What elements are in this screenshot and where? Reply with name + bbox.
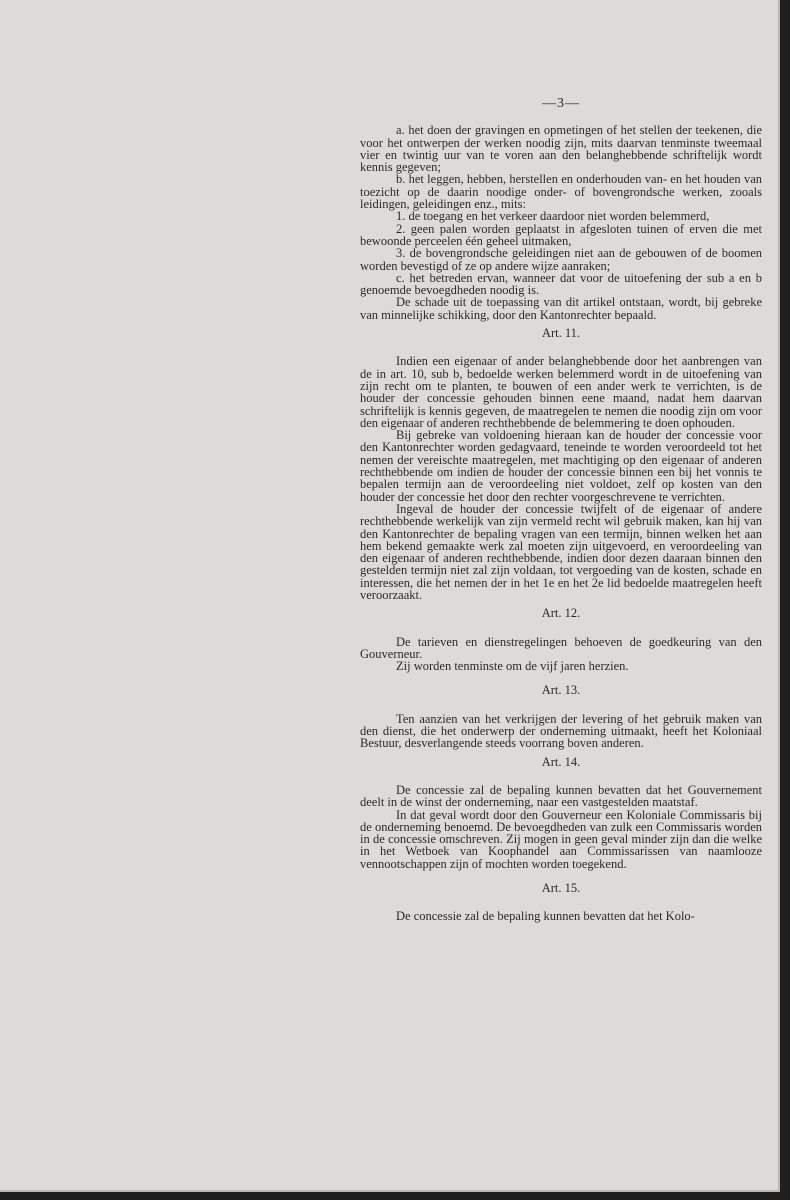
paragraph: 1. de toegang en het verkeer daardoor niet worden belemmerd, bbox=[396, 209, 710, 224]
paragraph: 2. geen palen worden geplaatst in afgesloten tuinen of erven die met bewoonde perceelen één geheel uitmaken, bbox=[360, 221, 762, 248]
paragraph: 3. de bovengrondsche geleidingen niet aan de gebouwen of de boomen worden bevestigd of ze op andere wijze aanraken; bbox=[360, 246, 762, 273]
paragraph: In dat geval wordt door den Gouverneur een Koloniale Commissaris bij de onderneming benoemd. De bevoegdheden van zulk een Commissaris worden in de concessie omschreven. Zij mogen in geen geval minder zijn dan die welke in het Wetboek van Koophandel aan Commissarissen van naamlooze vennootschappen zijn of mochten worden toegekend. bbox=[360, 807, 762, 871]
paragraph: De schade uit de toepassing van dit artikel ontstaan, wordt, bij gebreke van minnelijke schikking, door den Kantonrechter bepaald. bbox=[360, 295, 762, 322]
article-heading: Art. 15. bbox=[541, 881, 581, 896]
paragraph: De concessie zal de bepaling kunnen bevatten dat het Kolo- bbox=[396, 909, 695, 924]
article-heading: Art. 13. bbox=[541, 683, 581, 698]
article-heading: Art. 12. bbox=[541, 606, 581, 621]
page-number: —3— bbox=[542, 96, 580, 111]
paragraph: b. het leggen, hebben, herstellen en onderhouden van- en het houden van toezicht op de daarin noodige onder- of bovengrondsche werken, zooals leidingen, geleidingen enz., mits: bbox=[360, 172, 762, 212]
document-text bbox=[360, 98, 762, 923]
paragraph: Ingeval de houder der concessie twijfelt of de eigenaar of andere rechthebbende werkelijk van zijn vermeld recht wil gebruik maken, kan hij van den Kantonrechter de bepaling vragen van een termijn, binnen welken het aan hem bekend gemaakte werk zal moeten zijn uitgevoerd, en veroordeeling van den eigenaar of anderen rechthebbende, indien door dezen daaraan binnen den gestelden termijn niet zal zijn voldaan, tot vergoeding van de kosten, schade en interessen, die het nemen der in het 1e en het 2e lid bedoelde maatregelen heeft veroorzaakt. bbox=[360, 501, 762, 602]
article-heading: Art. 14. bbox=[541, 754, 581, 769]
paragraph: De concessie zal de bepaling kunnen bevatten dat het Gouvernement deelt in de winst der onderneming, naar een vastgestelden maatstaf. bbox=[360, 782, 762, 810]
paragraph: De tarieven en dienstregelingen behoeven de goedkeuring van den Gouverneur. bbox=[360, 634, 762, 661]
paragraph: Bij gebreke van voldoening hieraan kan de houder der concessie voor den Kantonrechter worden gedagvaard, teneinde te worden veroordeeld tot het nemen der vereischte maatregelen, met machtiging op den eigenaar of anderen rechthebbende om indien de houder der concessie binnen een bij het vonnis te bepalen termijn aan de veroordeeling niet voldoet, zelf op kosten van den houder der concessie het door den rechter voorgeschrevene te verrichten. bbox=[360, 428, 762, 504]
paragraph: a. het doen der gravingen en opmetingen of het stellen der teekenen, die voor het ontwerpen der werken noodig zijn, mits daarvan tenminste tweemaal vier en twintig uur van te voren aan den belanghebbende schriftelijk wordt kennis gegeven; bbox=[360, 123, 762, 175]
paragraph: Ten aanzien van het verkrijgen der levering of het gebruik maken van den dienst, die het onderwerp der onderneming uitmaakt, heeft het Koloniaal Bestuur, desverlangende steeds voorrang boven anderen. bbox=[360, 711, 762, 751]
paragraph: Zij worden tenminste om de vijf jaren herzien. bbox=[396, 659, 629, 674]
paragraph: c. het betreden ervan, wanneer dat voor de uitoefening der sub a en b genoemde bevoegdheden noodig is. bbox=[360, 270, 762, 298]
article-heading: Art. 11. bbox=[541, 326, 581, 341]
paragraph: Indien een eigenaar of ander belanghebbende door het aanbrengen van de in art. 10, sub b, bedoelde werken belemmerd wordt in de uitoefening van zijn recht om te planten, te bouwen of een ander werk te verrichten, is de houder der concessie gehouden binnen eene maand, nadat hem daarvan schriftelijk is kennis gegeven, de maatregelen te nemen die noodig zijn om voor den eigenaar of anderen rechthebbende de belemmering te doen ophouden. bbox=[360, 354, 762, 430]
